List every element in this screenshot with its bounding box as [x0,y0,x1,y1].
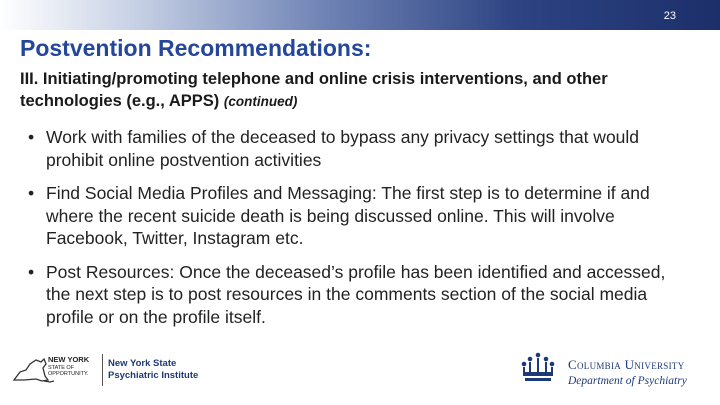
page-number: 23 [663,10,676,22]
slide-subtitle [20,68,700,113]
columbia-department: Department of Psychiatry [568,375,687,387]
nys-line3: OPPORTUNITY. [48,371,89,377]
nys-line2: STATE OF [48,364,75,371]
columbia-university-name: Columbia University [568,357,685,372]
bullet-marker: • [28,261,35,282]
bullet-marker: • [28,183,35,203]
bullet-item [22,126,692,171]
nys-line1: NEW YORK [48,355,90,364]
slide-title: Postvention Recommendations: [20,35,372,61]
psych-line2: Psychiatric Institute [108,370,199,381]
logo-divider [102,354,103,386]
nys-wordmark [48,356,89,378]
header-bar [0,0,720,30]
bullet-item [22,182,692,250]
bullet-text: Find Social Media Profiles and Messaging: The first step is to determine if and where the recent suicide death is being discussed online. This will involve Facebook, Twitter, Instagram etc. [46,183,650,248]
subtitle-text: III. Initiating/promoting telephone and online crisis interventions, and other technologies (e.g., APPS) [20,70,608,110]
psychiatric-institute-wordmark [108,358,198,382]
bullet-item [22,261,692,329]
psych-line1: New York State [108,358,177,369]
bullet-list [22,126,692,339]
bullet-text: Post Resources: Once the deceased’s profile has been identified and accessed, the next step is to post resources in the comments section of the social media profile or on the profile itself. [46,261,666,327]
columbia-crown-icon [521,352,555,384]
bullet-marker: • [28,127,35,147]
subtitle-note: (continued) [223,94,298,109]
bullet-text: Work with families of the deceased to bypass any privacy settings that would prohibit online postvention activities [46,127,640,170]
